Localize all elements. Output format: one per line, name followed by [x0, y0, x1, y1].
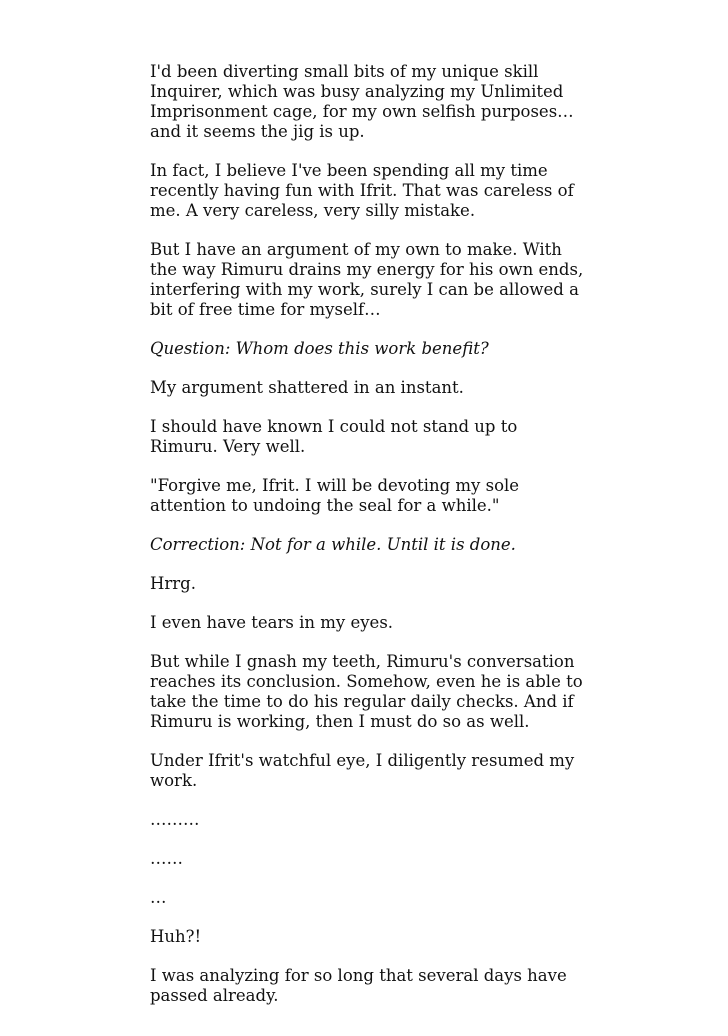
ellipsis-paragraph: ……: [150, 849, 183, 868]
correction-paragraph: Correction: Not for a while. Until it is done.: [150, 535, 516, 554]
paragraph: My argument shattered in an instant.: [150, 378, 464, 397]
ellipsis-paragraph: …: [150, 888, 167, 907]
document-page: [150, 62, 590, 1025]
ellipsis-paragraph: ………: [150, 810, 200, 829]
paragraph: I even have tears in my eyes.: [150, 613, 394, 632]
paragraph: But I have an argument of my own to make. With the way Rimuru drains my energy for his own ends, interfering with my work, surely I can be allowed a bit of free time for myself…: [150, 240, 584, 319]
paragraph: I was analyzing for so long that several days have passed already.: [150, 966, 567, 1005]
question-paragraph: Question: Whom does this work benefit?: [150, 339, 489, 358]
paragraph: Under Ifrit's watchful eye, I diligently resumed my work.: [150, 751, 575, 790]
paragraph: But while I gnash my teeth, Rimuru's conversation reaches its conclusion. Somehow, even he is able to take the time to do his regular daily checks. And if Rimuru is working, then I must do so as well.: [150, 652, 583, 731]
paragraph: Hrrg.: [150, 574, 196, 593]
paragraph: In fact, I believe I've been spending all my time recently having fun with Ifrit. That was careless of me. A very careless, very silly mistake.: [150, 161, 574, 220]
dialogue-paragraph: "Forgive me, Ifrit. I will be devoting my sole attention to undoing the seal for a while.": [150, 476, 520, 515]
paragraph: Huh?!: [150, 927, 202, 946]
paragraph: I'd been diverting small bits of my unique skill Inquirer, which was busy analyzing my Unlimited Imprisonment cage, for my own selfish purposes…and it seems the jig is up.: [150, 62, 574, 141]
paragraph: I should have known I could not stand up to Rimuru. Very well.: [150, 417, 518, 456]
